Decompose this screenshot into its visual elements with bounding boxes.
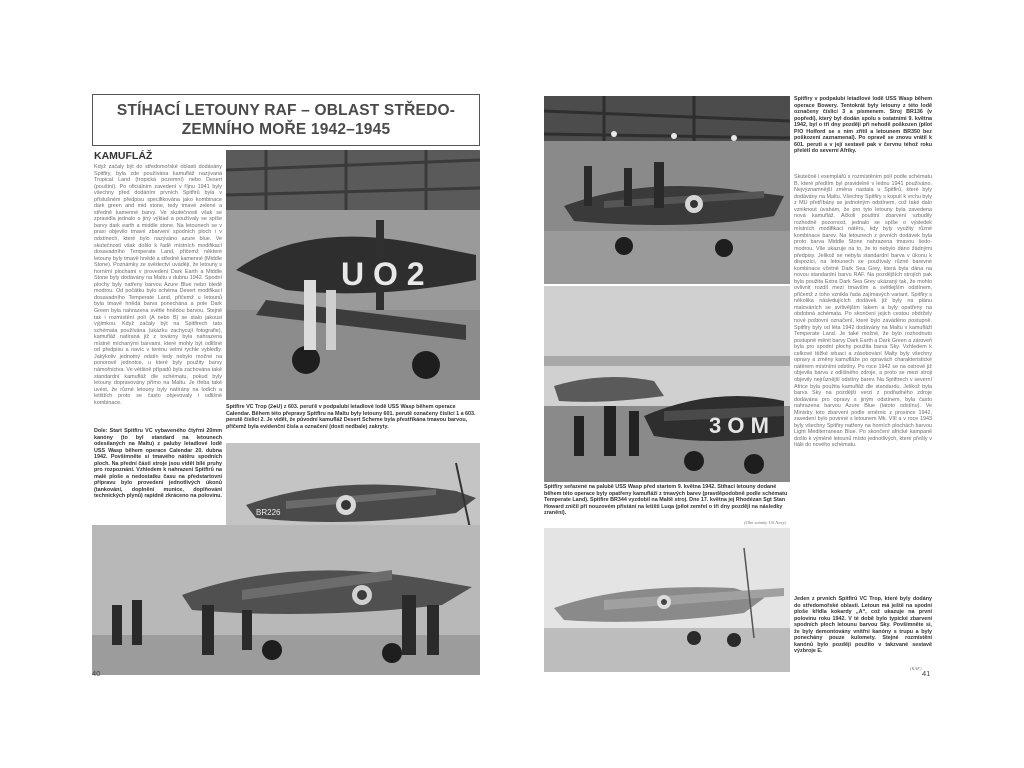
article-title-box [92,94,480,146]
photo1-caption: Spitfire VC Trop (2♣U) z 603. peruťě v podpalubí letadlové lodě USS Wasp během operace Calendar. Během této přepravy Spitfiru na Maltu byly letouny 601. perutě označeny číslicí 1 a 603. perutě číslicí 2. Je vidět, že původní kamufláž Desert Scheme byla přestříkána tmavou barvou, přičemž byla evidenční čísla a označení (dosti nedbale) zakryty. [226,404,476,430]
left-bold-paragraph: Dole: Start Spitfiru VC vybaveného čtyřmi 20mm kanóny (to byl standard na letounech odesílaných na Maltu) z paluby letadlové lodě USS Wasp během operace Calendar 20. dubna 1942. Povšimněte si tmavého nátěru spodních ploch. Na přední části stroje jsou vidět bílé pruhy pro rozpoznání. Vzhledem k nahrazení Spitfirů na malé ploše a nedostatku času na předstartovní přípravu bylo provedení jednotlivých úkonů (tankování, doplnění munice, doplňování technických plynů) rapidně zkráceno na polovinu. [94,428,222,500]
photo-mid-caption: Spitfiry seřazené na palubě USS Wasp před startem 9. května 1942. Stíhací letouny dodané během této operace byly opatřeny kamufláží z tmavých barev (pravděpodobně podle schématu Temperate Land). Spitfire BR344 vyzdobil na Maltě stroj. Dne 17. května jej Rhodézan Sgt Stan Howard zničil při nouzovém přistání na letišti Luqa (pilot zemřel o tři dny později na následky zranění). [544,484,788,517]
photo-hangar-spitfire-uo2 [226,150,480,400]
article-title-line-2: ZEMNÍHO MOŘE 1942–1945 [181,121,391,138]
photo2-aircraft-code: BR226 [256,508,281,517]
photo-spitfire-runway [544,528,790,672]
right-body-column: Skutečně i exemplářů s rozmístěním polí podle schématu B, které předtím byl pravidelně v lednu 1941 používáno. Nejvýznamnější změna nastala u Spitfirů, které byly dodávány na Maltu. Všechny Spitfiry s kopulí k vrchu byly z MU přetříbány se jednotným odstínem, což také dalo vzniknout úvahám, že pro tyto letouny byla zavedena nová kamufláž. Ačkoli pouštní zbarvení vzbudily rozhodně pozornost, jednalo se spíše o výsledek místních modifikací nátěru, kdy byly využity různé kombinace barev. Na letounech z prvních dodávek byla proto barva Middle Stone nahrazena tmavou šedo-modrou. Vše ukazuje na to, že to nebylo dáno žádnými předpisy. Jelikož se nebyla standardní barva v úkonu k dispozici, na letounech se používaly různé barevné kombinace včetně Dark Sea Grey, která byla dána na novou standardní barvu RAF. Na pozdějších strojích pak byla použita Extra Dark Sea Grey ukázaný tak, že mohlo ovlivnit rozdíl mezi tmavším a světlejším odstínem, přičemž z toho vznikla řada zajímavých variant. Spitfiry s několika následujících dodávek již byly na plánu malováních se svítivějším lakem a byly opatřeny na obdobná schémata. Po skončení jejich cestou obdržely nové poštovní označení, které bylo zaváděno postupně. Spitfiry byly od léta 1942 dodávány na Maltu v kamufláži Temperate Land. Je také možné, že bylo rozhodnuto postupně měnit barvy Dark Earth a Dark Green a zároveň byla pro spodní plochy použita barva Sky. Vzhledem k celkové těžké situaci a zásobování Malty byly všechny opravy a změny kamufláže po opravách charakteristické nátěrem místními odstíny. Po roce 1942 se na ostrově již objevila barva z odlišného zdroje, a proto se mezi stroji objevily nejrůznější odstíny barev. Na Spitfirech v severní Africe byla použita kamufláž dle standardu. Jelikož byla barva Sky na pozdější verzi z podřadného zdroje dodávána pro opravy s jiným odstínem, byla často nahrazena barvou Azure Blue (tatoto odstínu). Ve Ministry toto zbarvení podle směrnic z prosince 1942, zavedení bylo povinné s letounem Mk. VIII a v roce 1943 byly všechny Spitfiry natřeny na horních plochách barvou Light Mediterranean Blue. Po skončení africké kampaně došlo k výměně letounů místo jednotlivých, které přešly v Itálii do nového schématu. [794,174,932,449]
right-bold-top-wrap [794,96,932,172]
left-body-column: Když začaly být do středomořské oblasti dodávány Spitfiry, byla zde používána kamufláž nazývaná Tropical Land (tropická pozemní) nebo Desert (pouštní). Po oficiálním zavedení v říjnu 1941 byly všechny před dodáním prvních Spitfirů byla v příslušném předpisu specifikována jako kombinace dark green and mid stone, tedy tmavé zelené a středně kamenné barvy. Ve skutečnosti však se zpravidla jednalo o jiný výklad a používaly se spíše barvy dark earth a middle stone. Na letounech se v praxi objevilo tmavé zbarvení spodních ploch i v odstínech, které bylo nazýváno azure blue. Ve skutečnosti však došlo k řadě místních modifikací dosavadního Temperate Land, přičemž některé letouny byly tmavě hnědé a středně kamenné (Middle Stone). Poznámky ze svědectví uvádějí, že letouny s horními plochami v provedení Dark Earth a Middle Stone byly dodávány na Maltu v dubnu 1942. Spodní plochy byly natřeny barvou Azure Blue nebo bledě modrou. Od počátku bylo schéma Desert modifikací dosavadního Temperate Land, přičemž u letounů byla tmavě hnědá barva ponechána a pole Dark Green byla nahrazena světle hnědou barvou. Stejně tak i rozmístění polí (A nebo B) se stalo jakousi výjimkou. Když začaly být na Spitfirech tato schémata používána (ukázku zachycují fotografie), kamufláž natíraná již z továrny byla nahrazena místně míchanými barvami, které mohly být odlišné od předpisu a navíc v terénu velmi rychle vybledly. Jakýkoliv jednotný odstín tedy nebylo možné na ponorově jednotce, u které byly použity barvy námořnictva. Ve většině případů byla zachována také standardní kamufláž dle schématu, pokud byly letouny dopravovány přímo na Maltu. Je třeba také uvést, že různé letouny byly natírány na lodích a letištích proto se často objevovaly i odlišné kombinace. [94,164,222,406]
photo-credit-mid: (Oba snímky US Navy) [744,520,787,525]
photo-deck-crew-spitfire [92,525,480,675]
right-body-column-wrap [794,174,932,596]
right-page [544,88,932,688]
photo-hangar-spitfires-row [544,96,790,284]
page-number-left: 40 [92,669,101,678]
photo-credit-bottom: (RAF) [910,666,922,671]
photo-deck-spitfires-3om [544,286,790,482]
page-number-right: 41 [922,669,931,678]
photo1-aircraft-code: U O 2 [341,256,425,292]
article-title-line-1: STÍHACÍ LETOUNY RAF – OBLAST STŘEDO- [116,102,456,119]
photo-mid-aircraft-code: 3 O M [709,413,769,438]
left-body-column-wrap [94,164,222,427]
left-page [92,88,482,688]
left-bold-paragraph-wrap [94,428,222,524]
right-bold-bottom-wrap [794,596,932,666]
right-bold-bottom-paragraph: Jeden z prvních Spitfirů VC Trop, které byly dodány do středomořské oblasti. Letoun má ještě na spodní ploše křídla kokardy „A“, což ukazuje na první polovinu roku 1942. V té době bylo typické zbarvení spodních ploch letounu barvou Sky. Povšimněte si, že byly demontovány vnitřní kanóny s trupu a byly ponechány pouze kulomety. Stejné rozmístění kanónů bylo později použito v takzvané sestavě výzbroje E. [794,596,932,655]
right-bold-top-paragraph: Spitfiry v podpalubí letadlové lodě USS Wasp během operace Bowery. Tentokrát byly letouny z této lodě označeny číslicí 3 a písmenem. Stroj BR136 (v popředí), který byl dodán spolu s ostatními 9. května 1942, byl o tři dny později při nehodě poškozen (pilot P/O Holford se s ním zřítil a letounem BR350 bez poškození zaznamenal). Po opravě se znovu vrátil k 601. peruti a v její sestavě pak v červnu téhož roku přelétl do severní Afriky. [794,96,932,155]
section-heading: KAMUFLÁŽ [94,150,153,162]
